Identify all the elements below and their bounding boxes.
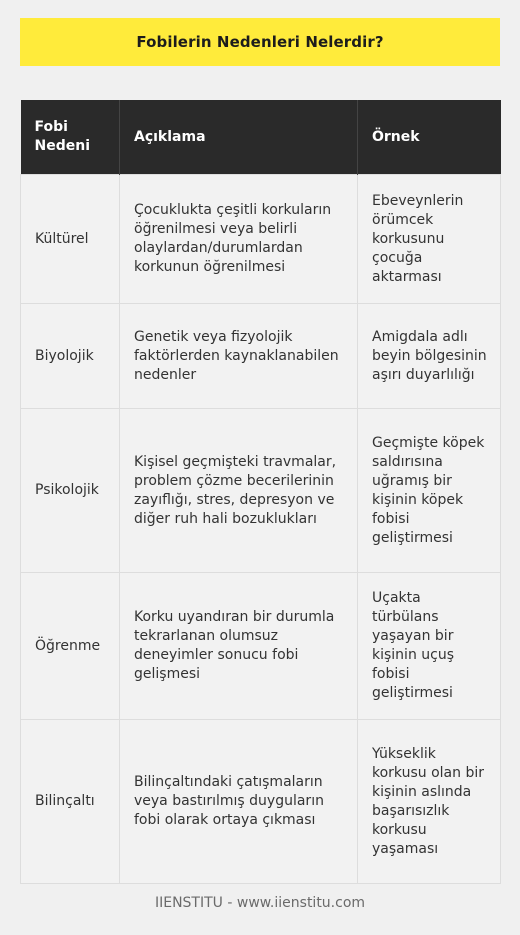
description-cell: Bilinçaltındaki çatışmaların veya bastırılmış duyguların fobi olarak ortaya çıkması [120,720,358,884]
example-cell: Uçakta türbülans yaşayan bir kişinin uçuş fobisi geliştirmesi [358,573,501,720]
footer-credit: IIENSTITU - www.iienstitu.com [154,895,366,911]
table-row [21,573,501,720]
example-cell: Ebeveynlerin örümcek korkusunu çocuğa aktarması [358,175,501,304]
table-row [21,175,501,304]
example-cell: Geçmişte köpek saldırısına uğramış bir kişinin köpek fobisi geliştirmesi [358,409,501,573]
description-cell: Genetik veya fizyolojik faktörlerden kaynaklanabilen nedenler [120,304,358,409]
table-row [21,720,501,884]
example-cell: Yükseklik korkusu olan bir kişinin aslında başarısızlık korkusu yaşaması [358,720,501,884]
example-cell: Amigdala adlı beyin bölgesinin aşırı duyarlılığı [358,304,501,409]
table-header [21,100,501,175]
header-example: Örnek [358,100,501,175]
phobia-causes-table [20,100,501,884]
cause-cell: Bilinçaltı [21,720,120,884]
header-cause: Fobi Nedeni [21,100,120,175]
cause-cell: Biyolojik [21,304,120,409]
description-cell: Çocuklukta çeşitli korkuların öğrenilmesi veya belirli olaylardan/durumlardan korkunun öğrenilmesi [120,175,358,304]
description-cell: Kişisel geçmişteki travmalar, problem çözme becerilerinin zayıflığı, stres, depresyon ve diğer ruh hali bozuklukları [120,409,358,573]
phobia-causes-table-container [20,100,500,884]
page-title: Fobilerin Nedenleri Nelerdir? [136,33,384,51]
table-header-row [21,100,501,175]
table-row [21,409,501,573]
cause-cell: Psikolojik [21,409,120,573]
cause-cell: Kültürel [21,175,120,304]
description-cell: Korku uyandıran bir durumla tekrarlanan olumsuz deneyimler sonucu fobi gelişmesi [120,573,358,720]
title-banner [20,18,500,66]
header-description: Açıklama [120,100,358,175]
table-row [21,304,501,409]
cause-cell: Öğrenme [21,573,120,720]
table-body [21,175,501,884]
